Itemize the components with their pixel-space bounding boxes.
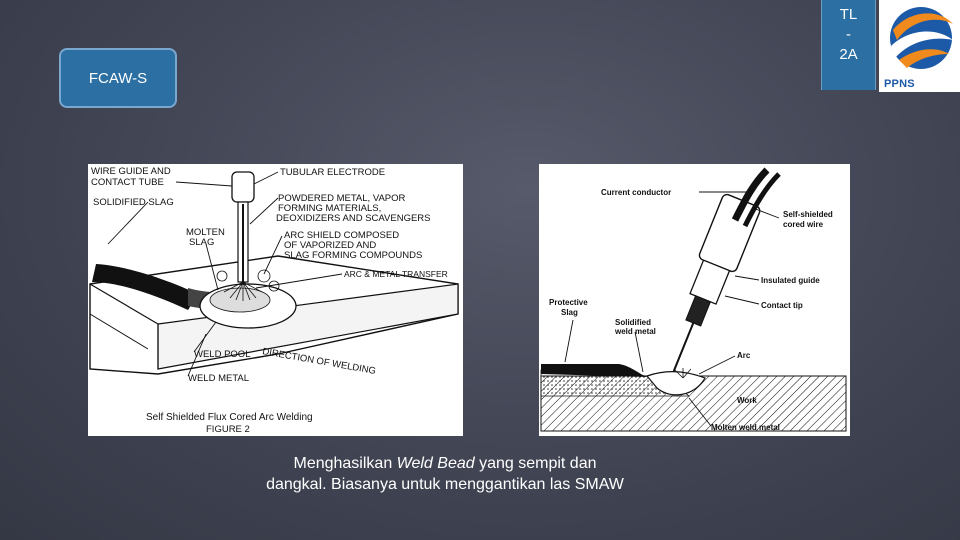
- fig2-label-self-shielded-2: cored wire: [783, 220, 824, 229]
- fig1-label-molten-slag-2: SLAG: [189, 237, 215, 248]
- fig1-label-arc-shield-3: SLAG FORMING COMPOUNDS: [284, 250, 423, 261]
- fig2-label-insulated-guide: Insulated guide: [761, 276, 820, 285]
- fig1-label-powdered-1: POWDERED METAL, VAPOR: [278, 193, 406, 204]
- fig1-label-direction: DIRECTION OF WELDING: [261, 346, 377, 377]
- fig1-label-arc-transfer: ARC & METAL TRANSFER: [344, 269, 448, 279]
- fig1-label-solidified-slag: SOLIDIFIED SLAG: [93, 197, 174, 208]
- caption-italic: Weld Bead: [396, 455, 475, 472]
- fig2-label-arc: Arc: [737, 351, 751, 360]
- fig2-label-contact-tip: Contact tip: [761, 301, 803, 310]
- fcaw-s-text: FCAW-S: [88, 69, 148, 87]
- fig2-drawing: [539, 164, 850, 436]
- fig2-label-solidified-1: Solidified: [615, 318, 651, 327]
- badge-line-2: -: [846, 26, 851, 43]
- fig2-label-work: Work: [737, 396, 757, 405]
- fcaw-s-label: [59, 48, 177, 108]
- fig1-label-molten-slag-1: MOLTEN: [186, 227, 225, 238]
- fig2-label-molten-weld-metal: Molten weld metal: [711, 423, 780, 432]
- fcaw-cross-section-figure: [539, 164, 850, 436]
- badge-line-1: TL: [839, 6, 858, 23]
- fig2-label-current-conductor: Current conductor: [601, 188, 672, 197]
- logo-text: PPNS: [884, 78, 915, 90]
- fig2-label-protective-2: Slag: [561, 308, 578, 317]
- fig1-title: Self Shielded Flux Cored Arc Welding: [146, 412, 313, 423]
- fig1-label-weld-metal: WELD METAL: [188, 373, 250, 384]
- fig2-label-solidified-2: weld metal: [615, 327, 656, 336]
- fig1-label-wire-guide-2: CONTACT TUBE: [91, 177, 164, 188]
- fig1-label-wire-guide-1: WIRE GUIDE AND: [91, 166, 171, 177]
- fig1-label-powdered-3: DEOXIDIZERS AND SCAVENGERS: [276, 213, 431, 224]
- caption-text: [262, 453, 628, 495]
- fig2-label-self-shielded-1: Self-shielded: [783, 210, 833, 219]
- class-badge: [821, 0, 876, 90]
- fig2-label-protective-1: Protective: [549, 298, 588, 307]
- fig1-figure-number: FIGURE 2: [206, 424, 250, 435]
- self-shielded-fcaw-figure: [88, 164, 463, 436]
- caption-post: yang sempit dan dangkal. Biasanya untuk menggantikan las SMAW: [266, 455, 624, 493]
- fig1-label-weld-pool: WELD POOL: [194, 349, 251, 360]
- caption-pre: Menghasilkan: [293, 455, 397, 472]
- badge-line-3: 2A: [839, 46, 858, 63]
- fig1-label-arc-shield-2: OF VAPORIZED AND: [284, 240, 377, 251]
- fig1-drawing: [88, 164, 463, 436]
- fig1-label-tubular-electrode: TUBULAR ELECTRODE: [280, 167, 386, 178]
- fig1-label-arc-shield-1: ARC SHIELD COMPOSED: [284, 230, 400, 241]
- globe-logo-icon: [879, 0, 960, 78]
- ppns-logo: [879, 0, 960, 92]
- fig1-label-powdered-2: FORMING MATERIALS,: [278, 203, 382, 214]
